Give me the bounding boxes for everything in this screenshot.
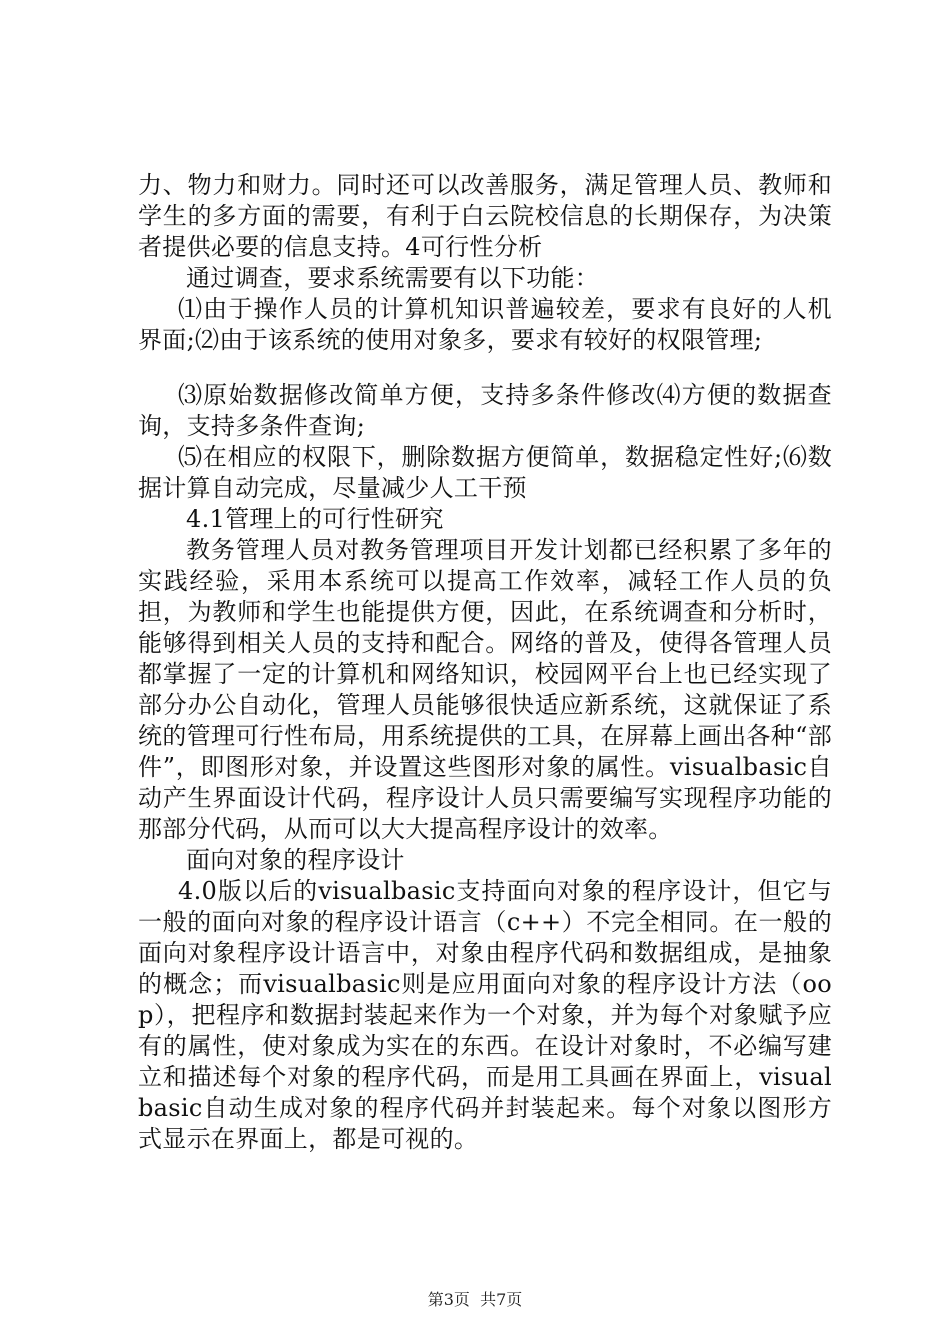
paragraph-requirement-3-4: ⑶原始数据修改简单方便，支持多条件修改⑷方便的数据查询，支持多条件查询; <box>138 381 832 440</box>
paragraph-management-feasibility: 教务管理人员对教务管理项目开发计划都已经积累了多年的实践经验，采用本系统可以提高工作效率，减轻工作人员的负担，为教师和学生也能提供方便，因此，在系统调查和分析时，能够得到相关人员的支持和配合。网络的普及，使得各管理人员都掌握了一定的计算机和网络知识，校园网平台上也已经实现了部分办公自动化，管理人员能够很快适应新系统，这就保证了系统的管理可行性布局，用系统提供的工具，在屏幕上画出各种“部件”，即图形对象，并设置这些图形对象的属性。visualbasic自动产生界面设计代码，程序设计人员只需要编写实现程序功能的那部分代码，从而可以大大提高程序设计的效率。 <box>138 536 832 843</box>
paragraph-gap <box>138 356 832 380</box>
section-heading-management-feasibility: 4.1管理上的可行性研究 <box>186 505 444 533</box>
paragraph-requirements-lead: 通过调查，要求系统需要有以下功能： <box>186 264 600 292</box>
paragraph-intro: 力、物力和财力。同时还可以改善服务，满足管理人员、教师和学生的多方面的需要，有利于白云院校信息的长期保存，为决策者提供必要的信息支持。4可行性分析 <box>138 171 832 261</box>
section-heading-oop: 面向对象的程序设计 <box>186 846 405 874</box>
page-number-footer: 第3页 共7页 <box>427 1290 523 1309</box>
document-body <box>138 170 832 1155</box>
paragraph-oop: 4.0版以后的visualbasic支持面向对象的程序设计，但它与一般的面向对象的程序设计语言（c++）不完全相同。在一般的面向对象程序设计语言中，对象由程序代码和数据组成，是抽象的概念；而visualbasic则是应用面向对象的程序设计方法（oop），把程序和数据封装起来作为一个对象，并为每个对象赋予应有的属性，使对象成为实在的东西。在设计对象时，不必编写建立和描述每个对象的程序代码，而是用工具画在界面上，visualbasic自动生成对象的程序代码并封装起来。每个对象以图形方式显示在界面上，都是可视的。 <box>138 877 832 1153</box>
paragraph-requirement-5-6: ⑸在相应的权限下，删除数据方便简单，数据稳定性好;⑹数据计算自动完成，尽量减少人工干预 <box>138 443 832 502</box>
paragraph-requirement-1-2: ⑴由于操作人员的计算机知识普遍较差，要求有良好的人机界面;⑵由于该系统的使用对象多，要求有较好的权限管理; <box>138 295 832 354</box>
